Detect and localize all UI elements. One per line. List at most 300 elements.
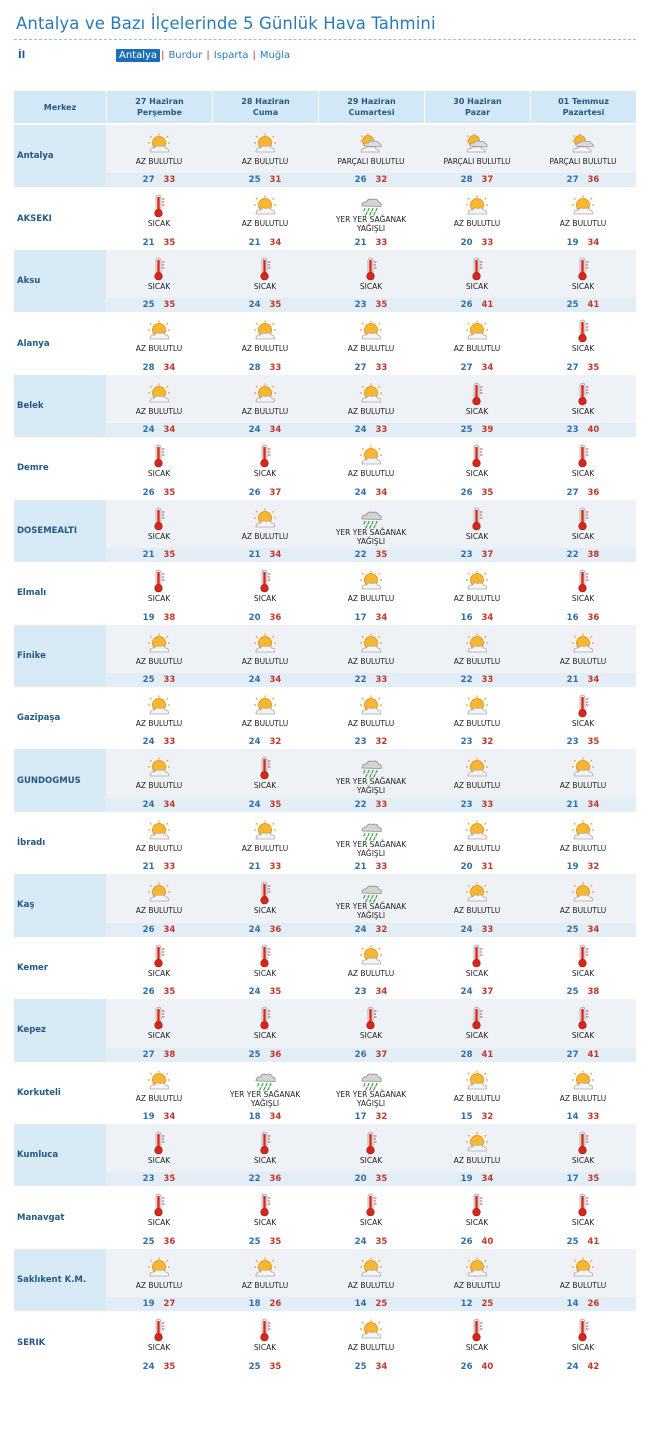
min-temp: 24 [460, 924, 473, 935]
condition-text: YER YER SAĞANAK YAĞIŞLI [335, 1089, 407, 1108]
province-separator: | [206, 50, 210, 61]
header-weekday: Pazartesi [562, 108, 605, 117]
min-temp: 24 [354, 924, 367, 935]
forecast-condition [318, 375, 424, 424]
temperature-range [318, 548, 424, 562]
forecast-cell [106, 562, 212, 624]
min-temp: 27 [566, 362, 579, 373]
max-temp: 35 [481, 487, 494, 498]
thermometer-icon [470, 444, 484, 468]
forecast-cell [212, 500, 318, 562]
forecast-condition [318, 1311, 424, 1360]
min-temp: 27 [354, 362, 367, 373]
temperature-range [212, 1297, 318, 1311]
condition-text: SICAK [465, 1218, 489, 1228]
sun-cloud-icon [253, 694, 277, 718]
condition-text: AZ BULUTLU [453, 219, 501, 229]
max-temp: 37 [269, 487, 282, 498]
sun-cloud-icon [465, 881, 489, 905]
condition-text: AZ BULUTLU [559, 781, 607, 791]
max-temp: 34 [375, 487, 388, 498]
temperature-range [424, 548, 530, 562]
max-temp: 41 [481, 300, 494, 311]
thermometer-icon [470, 944, 484, 968]
forecast-condition [212, 562, 318, 611]
forecast-cell [424, 999, 530, 1061]
max-temp: 36 [163, 1236, 176, 1247]
max-temp: 33 [481, 924, 494, 935]
sun-cloud-icon [465, 756, 489, 780]
temperature-range [106, 548, 212, 562]
forecast-cell [212, 562, 318, 624]
partly-cloudy-icon [571, 132, 595, 156]
sun-cloud-icon [571, 632, 595, 656]
forecast-condition [424, 874, 530, 923]
forecast-cell [424, 1249, 530, 1311]
city-name: AKSEKI [17, 213, 52, 224]
forecast-cell [106, 250, 212, 312]
condition-text: AZ BULUTLU [453, 344, 501, 354]
header-day [531, 91, 636, 123]
forecast-cell [212, 312, 318, 374]
condition-text: AZ BULUTLU [559, 1093, 607, 1103]
thermometer-icon [576, 1131, 590, 1155]
forecast-cell [106, 312, 212, 374]
thermometer-icon [258, 1318, 272, 1342]
temperature-range [530, 236, 636, 250]
max-temp: 42 [587, 1361, 600, 1372]
temperature-range [424, 1235, 530, 1249]
forecast-cell [424, 937, 530, 999]
max-temp: 38 [163, 612, 176, 623]
condition-text: SICAK [571, 531, 595, 541]
forecast-condition [212, 250, 318, 299]
condition-text: AZ BULUTLU [241, 1280, 289, 1290]
min-temp: 25 [248, 1049, 261, 1060]
min-temp: 28 [142, 362, 155, 373]
min-temp: 17 [354, 612, 367, 623]
max-temp: 34 [481, 612, 494, 623]
thermometer-icon [258, 881, 272, 905]
temperature-range [424, 735, 530, 749]
temperature-range [530, 860, 636, 874]
min-temp: 25 [566, 924, 579, 935]
sun-cloud-icon [571, 819, 595, 843]
temperature-range [424, 860, 530, 874]
condition-text: SICAK [147, 1218, 171, 1228]
condition-text: AZ BULUTLU [453, 906, 501, 916]
forecast-condition [424, 625, 530, 674]
forecast-cell [212, 1062, 318, 1124]
forecast-condition [424, 312, 530, 361]
condition-text: SICAK [253, 906, 277, 916]
max-temp: 35 [587, 1174, 600, 1185]
forecast-condition [106, 1311, 212, 1360]
forecast-cell [106, 1062, 212, 1124]
province-link-antalya[interactable]: Antalya [116, 49, 160, 62]
max-temp: 25 [375, 1299, 388, 1310]
sun-cloud-icon [359, 319, 383, 343]
condition-text: SICAK [465, 531, 489, 541]
temperature-range [106, 1360, 212, 1374]
sun-cloud-icon [359, 1256, 383, 1280]
condition-text: SICAK [147, 281, 171, 291]
min-temp: 26 [142, 487, 155, 498]
thermometer-icon [576, 382, 590, 406]
max-temp: 37 [481, 550, 494, 561]
province-selector [116, 49, 293, 62]
condition-text: SICAK [571, 344, 595, 354]
temperature-range [212, 673, 318, 687]
condition-text: AZ BULUTLU [135, 1093, 183, 1103]
min-temp: 17 [566, 1174, 579, 1185]
max-temp: 34 [269, 237, 282, 248]
min-temp: 23 [142, 1174, 155, 1185]
min-temp: 15 [460, 1112, 473, 1122]
table-row [14, 187, 636, 249]
max-temp: 33 [375, 362, 388, 373]
sun-cloud-icon [359, 694, 383, 718]
condition-text: SICAK [253, 1343, 277, 1353]
forecast-cell [212, 125, 318, 187]
condition-text: AZ BULUTLU [453, 843, 501, 853]
max-temp: 34 [587, 799, 600, 810]
header-date: 28 Haziran [241, 97, 290, 106]
forecast-condition [530, 312, 636, 361]
condition-text: AZ BULUTLU [241, 843, 289, 853]
max-temp: 41 [481, 1049, 494, 1060]
city-name: Kaş [14, 874, 106, 936]
forecast-condition [212, 874, 318, 923]
max-temp: 38 [587, 550, 600, 561]
forecast-condition [106, 312, 212, 361]
forecast-condition [212, 187, 318, 236]
sun-cloud-icon [253, 632, 277, 656]
min-temp: 25 [460, 425, 473, 436]
min-temp: 19 [566, 862, 579, 873]
temperature-range [318, 298, 424, 312]
forecast-cell [318, 312, 424, 374]
forecast-cell [106, 437, 212, 499]
forecast-cell [530, 562, 636, 624]
header-day [319, 91, 424, 123]
forecast-condition [106, 749, 212, 798]
temperature-range [106, 735, 212, 749]
forecast-condition [318, 562, 424, 611]
max-temp: 27 [163, 1299, 176, 1310]
max-temp: 38 [163, 1049, 176, 1060]
forecast-cell [424, 749, 530, 811]
condition-text: AZ BULUTLU [453, 1093, 501, 1103]
thermometer-icon [258, 756, 272, 780]
max-temp: 34 [269, 1112, 282, 1122]
temperature-range [424, 673, 530, 687]
max-temp: 36 [269, 1049, 282, 1060]
condition-text: AZ BULUTLU [241, 344, 289, 354]
forecast-cell [530, 125, 636, 187]
table-row [14, 937, 636, 999]
forecast-condition [530, 874, 636, 923]
condition-text: AZ BULUTLU [241, 157, 289, 166]
table-row [14, 1249, 636, 1311]
forecast-cell [106, 874, 212, 936]
min-temp: 27 [142, 1049, 155, 1060]
min-temp: 23 [566, 425, 579, 436]
temperature-range [318, 923, 424, 937]
min-temp: 24 [354, 1236, 367, 1247]
min-temp: 21 [354, 862, 367, 873]
min-temp: 24 [248, 425, 261, 436]
condition-text: SICAK [147, 594, 171, 604]
condition-text: SICAK [571, 594, 595, 604]
condition-text: AZ BULUTLU [241, 656, 289, 666]
max-temp: 33 [163, 737, 176, 748]
condition-text: SICAK [253, 281, 277, 291]
min-temp: 22 [354, 799, 367, 810]
max-temp: 32 [375, 737, 388, 748]
forecast-condition [106, 999, 212, 1048]
temperature-range [318, 173, 424, 187]
sun-cloud-icon [465, 1131, 489, 1155]
min-temp: 26 [248, 487, 261, 498]
sun-cloud-icon [147, 881, 171, 905]
temperature-range [530, 423, 636, 437]
min-temp: 26 [142, 924, 155, 935]
temperature-range [424, 985, 530, 999]
min-temp: 19 [142, 1299, 155, 1310]
condition-text: AZ BULUTLU [559, 843, 607, 853]
forecast-condition [106, 1124, 212, 1173]
table-row [14, 1124, 636, 1186]
thermometer-icon [258, 1131, 272, 1155]
min-temp: 23 [460, 550, 473, 561]
forecast-cell [530, 1124, 636, 1186]
forecast-condition [318, 812, 424, 861]
temperature-range [106, 236, 212, 250]
condition-text: SICAK [253, 1218, 277, 1228]
sun-cloud-icon [147, 819, 171, 843]
condition-text: AZ BULUTLU [453, 781, 501, 791]
condition-text: AZ BULUTLU [559, 219, 607, 229]
condition-text: AZ BULUTLU [135, 656, 183, 666]
table-row [14, 562, 636, 624]
forecast-condition [318, 1124, 424, 1173]
table-row [14, 874, 636, 936]
min-temp: 24 [248, 924, 261, 935]
forecast-cell [318, 749, 424, 811]
max-temp: 34 [163, 362, 176, 373]
sun-cloud-icon [359, 944, 383, 968]
forecast-cell [106, 625, 212, 687]
max-temp: 36 [269, 1174, 282, 1185]
sun-cloud-icon [465, 694, 489, 718]
min-temp: 25 [566, 987, 579, 998]
forecast-cell [530, 1249, 636, 1311]
temperature-range [106, 923, 212, 937]
temperature-range [212, 1110, 318, 1124]
sun-cloud-icon [359, 632, 383, 656]
min-temp: 27 [566, 175, 579, 186]
max-temp: 35 [375, 1236, 388, 1247]
min-temp: 22 [566, 550, 579, 561]
min-temp: 23 [460, 799, 473, 810]
condition-text: YER YER SAĞANAK YAĞIŞLI [335, 902, 407, 921]
table-row [14, 312, 636, 374]
condition-text: SICAK [147, 968, 171, 978]
min-temp: 14 [354, 1299, 367, 1310]
max-temp: 36 [269, 612, 282, 623]
forecast-table-header [14, 91, 636, 123]
forecast-condition [106, 437, 212, 486]
condition-text: AZ BULUTLU [241, 718, 289, 728]
forecast-condition [318, 687, 424, 736]
province-link-isparta[interactable]: Isparta [213, 50, 249, 61]
condition-text: SICAK [571, 968, 595, 978]
forecast-cell [106, 125, 212, 187]
forecast-cell [106, 1249, 212, 1311]
condition-text: SICAK [465, 469, 489, 479]
min-temp: 24 [248, 987, 261, 998]
sun-cloud-icon [147, 382, 171, 406]
condition-text: SICAK [465, 968, 489, 978]
forecast-condition [106, 625, 212, 674]
temperature-range [106, 1110, 212, 1124]
max-temp: 33 [163, 862, 176, 873]
temperature-range [318, 1110, 424, 1124]
sun-cloud-icon [465, 819, 489, 843]
sun-cloud-icon [253, 319, 277, 343]
temperature-range [530, 611, 636, 625]
forecast-condition [106, 562, 212, 611]
province-label: İl [18, 50, 26, 61]
condition-text: PARÇALI BULUTLU [337, 157, 405, 166]
condition-text: AZ BULUTLU [135, 157, 183, 166]
condition-text: AZ BULUTLU [347, 718, 395, 728]
table-row [14, 999, 636, 1061]
sun-cloud-icon [571, 881, 595, 905]
forecast-condition [530, 1249, 636, 1298]
thermometer-icon [576, 507, 590, 531]
province-link-burdur[interactable]: Burdur [168, 50, 203, 61]
forecast-condition [424, 749, 530, 798]
max-temp: 34 [375, 612, 388, 623]
max-temp: 34 [269, 550, 282, 561]
min-temp: 24 [248, 674, 261, 685]
temperature-range [212, 798, 318, 812]
forecast-cell [106, 1186, 212, 1248]
min-temp: 21 [248, 862, 261, 873]
thermometer-icon [152, 444, 166, 468]
temperature-range [424, 798, 530, 812]
forecast-condition [530, 1186, 636, 1235]
min-temp: 21 [142, 550, 155, 561]
condition-text: AZ BULUTLU [135, 718, 183, 728]
forecast-condition [318, 250, 424, 299]
sun-cloud-icon [359, 569, 383, 593]
min-temp: 26 [460, 1361, 473, 1372]
forecast-cell [318, 1186, 424, 1248]
forecast-condition [530, 1311, 636, 1360]
thermometer-icon [152, 1131, 166, 1155]
thermometer-icon [576, 444, 590, 468]
table-row [14, 250, 636, 312]
table-row [14, 749, 636, 811]
forecast-condition [106, 937, 212, 986]
thermometer-icon [576, 319, 590, 343]
temperature-range [212, 1048, 318, 1062]
thermometer-icon [470, 1193, 484, 1217]
province-link-mugla[interactable]: Muğla [259, 50, 291, 61]
temperature-range [106, 1297, 212, 1311]
max-temp: 35 [269, 799, 282, 810]
forecast-condition [212, 687, 318, 736]
min-temp: 27 [142, 175, 155, 186]
forecast-cell [318, 250, 424, 312]
max-temp: 36 [587, 175, 600, 186]
condition-text: YER YER SAĞANAK YAĞIŞLI [335, 839, 407, 858]
condition-text: AZ BULUTLU [559, 1280, 607, 1290]
forecast-condition [424, 1249, 530, 1298]
temperature-range [318, 1360, 424, 1374]
condition-text: AZ BULUTLU [453, 656, 501, 666]
city-name: Belek [14, 375, 106, 437]
forecast-condition [212, 312, 318, 361]
temperature-range [318, 1172, 424, 1186]
sun-cloud-icon [147, 1256, 171, 1280]
temperature-range [530, 1172, 636, 1186]
forecast-cell [424, 187, 530, 249]
forecast-condition [318, 999, 424, 1048]
temperature-range [106, 173, 212, 187]
forecast-condition [318, 500, 424, 549]
condition-text: AZ BULUTLU [347, 406, 395, 416]
temperature-range [424, 1360, 530, 1374]
city-name: Elmalı [17, 588, 47, 599]
min-temp: 24 [142, 425, 155, 436]
max-temp: 33 [375, 237, 388, 248]
forecast-cell [318, 437, 424, 499]
min-temp: 19 [142, 612, 155, 623]
max-temp: 34 [587, 924, 600, 935]
condition-text: AZ BULUTLU [347, 594, 395, 604]
city-name: GUNDOGMUS [14, 749, 106, 811]
city-name: İbradı [17, 838, 46, 849]
min-temp: 24 [142, 1361, 155, 1372]
forecast-condition [212, 125, 318, 174]
header-day [425, 91, 530, 123]
temperature-range [212, 1235, 318, 1249]
max-temp: 36 [587, 612, 600, 623]
forecast-cell [424, 500, 530, 562]
forecast-cell [530, 687, 636, 749]
forecast-cell [106, 500, 212, 562]
min-temp: 12 [460, 1299, 473, 1310]
condition-text: AZ BULUTLU [453, 594, 501, 604]
condition-text: AZ BULUTLU [135, 406, 183, 416]
page-title: Antalya ve Bazı İlçelerinde 5 Günlük Hava Tahmini [16, 14, 436, 33]
forecast-condition [318, 312, 424, 361]
forecast-cell [530, 1186, 636, 1248]
forecast-cell [424, 125, 530, 187]
condition-text: YER YER SAĞANAK YAĞIŞLI [229, 1089, 301, 1108]
forecast-condition [530, 1062, 636, 1111]
sun-cloud-icon [465, 1069, 489, 1093]
condition-text: SICAK [359, 281, 383, 291]
thermometer-icon [576, 1193, 590, 1217]
forecast-cell [106, 1311, 212, 1373]
forecast-cell [530, 187, 636, 249]
max-temp: 25 [481, 1299, 494, 1310]
